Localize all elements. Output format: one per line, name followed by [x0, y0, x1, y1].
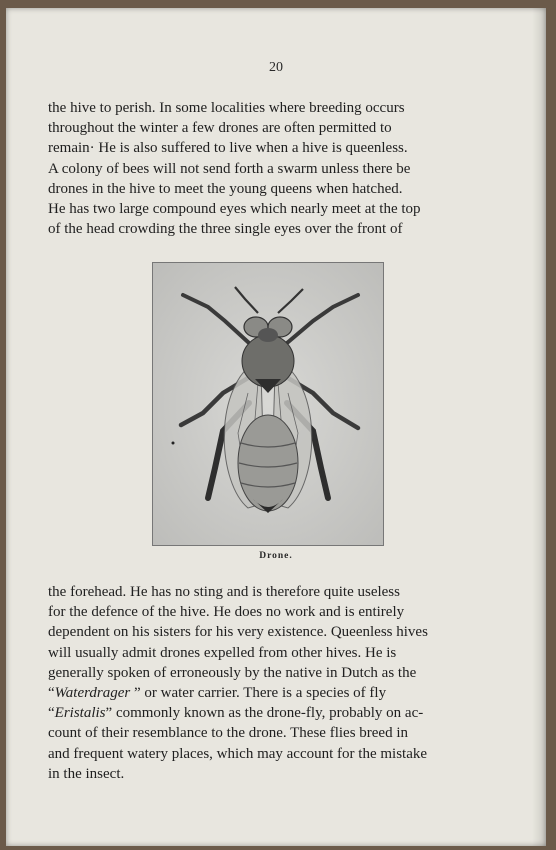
- page-number: 20: [269, 60, 283, 75]
- text-line: the forehead. He has no sting and is therefore quite useless: [48, 584, 400, 600]
- text-line-waterdrager: “Waterdrager ” or water carrier. There is a species of fly: [48, 685, 387, 702]
- text-line: A colony of bees will not send forth a swarm unless there be: [48, 160, 411, 177]
- waterdrager-term: Waterdrager: [54, 685, 131, 702]
- text-line-eristalis: “Eristalis” commonly known as the drone-fly, probably on ac-: [48, 705, 424, 722]
- text-line: of the head crowding the three single eyes over the front of: [48, 221, 403, 238]
- paragraph-top: [48, 98, 476, 239]
- text-line: drones in the hive to meet the young queens when hatched.: [48, 180, 403, 197]
- paragraph-bottom: [48, 582, 476, 784]
- drone-bee-image: [153, 263, 383, 545]
- page-spine-shadow: [532, 8, 546, 846]
- eristalis-term: Eristalis: [54, 705, 106, 722]
- figure-caption: Drone.: [259, 551, 293, 561]
- text-line: remain· He is also suffered to live when a hive is queenless.: [48, 140, 408, 157]
- drone-illustration: [152, 262, 384, 546]
- text-line: generally spoken of erroneously by the native in Dutch as the: [48, 664, 417, 681]
- text-line: for the defence of the hive. He does no work and is entirely: [48, 604, 405, 621]
- text-line: will usually admit drones expelled from other hives. He is: [48, 644, 397, 661]
- text-line: dependent on his sisters for his very existence. Queenless hives: [48, 624, 428, 641]
- text-line: count of their resemblance to the drone. These flies breed in: [48, 725, 409, 742]
- text-line: the hive to perish. In some localities where breeding occurs: [48, 100, 405, 116]
- text-line: throughout the winter a few drones are often permitted to: [48, 120, 392, 137]
- book-page: [6, 8, 546, 846]
- text-line: He has two large compound eyes which nearly meet at the top: [48, 201, 421, 218]
- text-line: and frequent watery places, which may account for the mistake: [48, 745, 428, 762]
- text-line: in the insect.: [48, 765, 125, 782]
